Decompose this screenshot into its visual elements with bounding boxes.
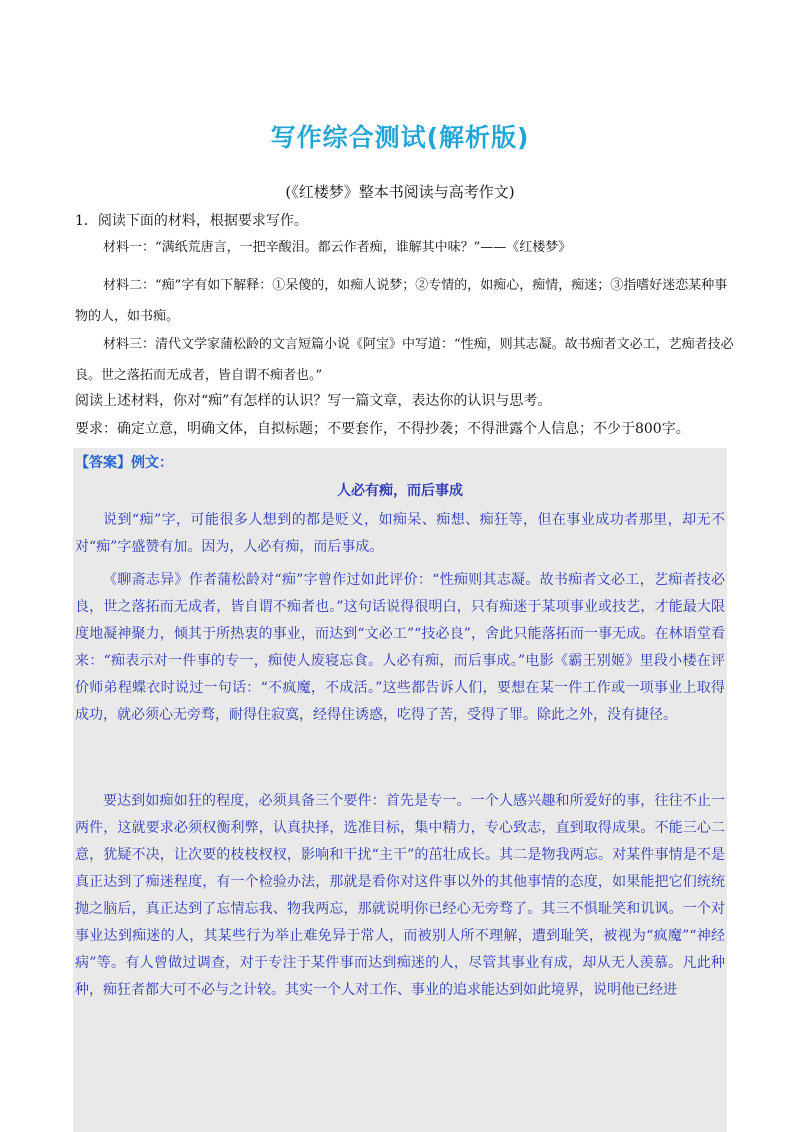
essay-title: 人必有痴，而后事成 <box>337 483 463 499</box>
essay-paragraph: 要达到如痴如狂的程度，必须具备三个要件：首先是专一。一个人感兴趣和所爱好的事，往往不止一两件，这就要求必须权衡利弊，认真抉择，选准目标，集中精力，专心致志，直到取得成果。不能三心二意，犹疑不决，让次要的枝枝杈杈，影响和干扰“主干”的茁壮成长。其二是物我两忘。对某件事情是不是真正达到了痴迷程度，有一个检验办法，那就是看你对这件事以外的其他事情的态度，如果能把它们统统抛之脑后，真正达到了忘情忘我、物我两忘，那就说明你已经心无旁骛了。其三不惧耻笑和讥讽。一个对事业达到痴迷的人，其某些行为举止难免异于常人，而被别人所不理解，遭到耻笑，被视为“疯魔”“神经病”等。有人曾做过调查，对于专注于某件事而达到痴迷的人，尽管其事业有成，却从无人羡慕。凡此种种，痴狂者都大可不必与之计较。其实一个人对工作、事业的追求能达到如此境界，说明他已经进 <box>75 793 725 998</box>
question-prompt: 1．阅读下面的材料，根据要求写作。 <box>75 213 308 229</box>
page-title: 写作综合测试(解析版) <box>270 123 530 152</box>
material-one: 材料一：“满纸荒唐言，一把辛酸泪。都云作者痴，谁解其中味？”——《红楼梦》 <box>103 240 572 255</box>
answer-label <box>75 452 173 472</box>
sample-essay-label: 例文： <box>131 455 173 471</box>
question-task: 阅读上述材料，你对“痴”有怎样的认识？写一篇文章，表达你的认识与思考。 <box>75 393 552 409</box>
material-two: 材料二：“痴”字有如下解释：①呆傻的，如痴人说梦；②专情的，如痴心，痴情，痴迷；③指嗜好迷恋某种事物的人，如书痴。 <box>75 278 728 324</box>
question-requirements: 要求：确定立意，明确文体，自拟标题；不要套作，不得抄袭；不得泄露个人信息；不少于800字。 <box>75 421 690 437</box>
essay-paragraph: 《聊斋志异》作者蒲松龄对“痴”字曾作过如此评价：“性痴则其志凝。故书痴者文必工，艺痴者技必良，世之落拓而无成者，皆自谓不痴者也。”这句话说得很明白，只有痴迷于某项事业或技艺，才能最大限度地凝神聚力，倾其于所热衷的事业，而达到“文必工”“技必良”，舍此只能落拓而一事无成。在林语堂看来：“痴表示对一件事的专一，痴使人废寝忘食。人必有痴，而后事成。”电影《霸王别姬》里段小楼在评价师弟程蝶衣时说过一句话：“不疯魔，不成活。”这些都告诉人们，要想在某一件工作或一项事业上取得成功，就必须心无旁骛，耐得住寂寞，经得住诱惑，吃得了苦，受得了罪。除此之外，没有捷径。 <box>75 572 725 723</box>
essay-paragraph: 说到“痴”字，可能很多人想到的都是贬义，如痴呆、痴想、痴狂等，但在事业成功者那里，却无不对“痴”字盛赞有加。因为，人必有痴，而后事成。 <box>75 512 725 555</box>
answer-tag: 【答案】 <box>75 455 131 471</box>
page-subtitle: (《红楼梦》整本书阅读与高考作文) <box>285 183 515 201</box>
material-three: 材料三：清代文学家蒲松龄的文言短篇小说《阿宝》中写道：“性痴，则其志凝。故书痴者文必工，艺痴者技必良。世之落拓而无成者，皆自谓不痴者也。” <box>75 337 734 383</box>
